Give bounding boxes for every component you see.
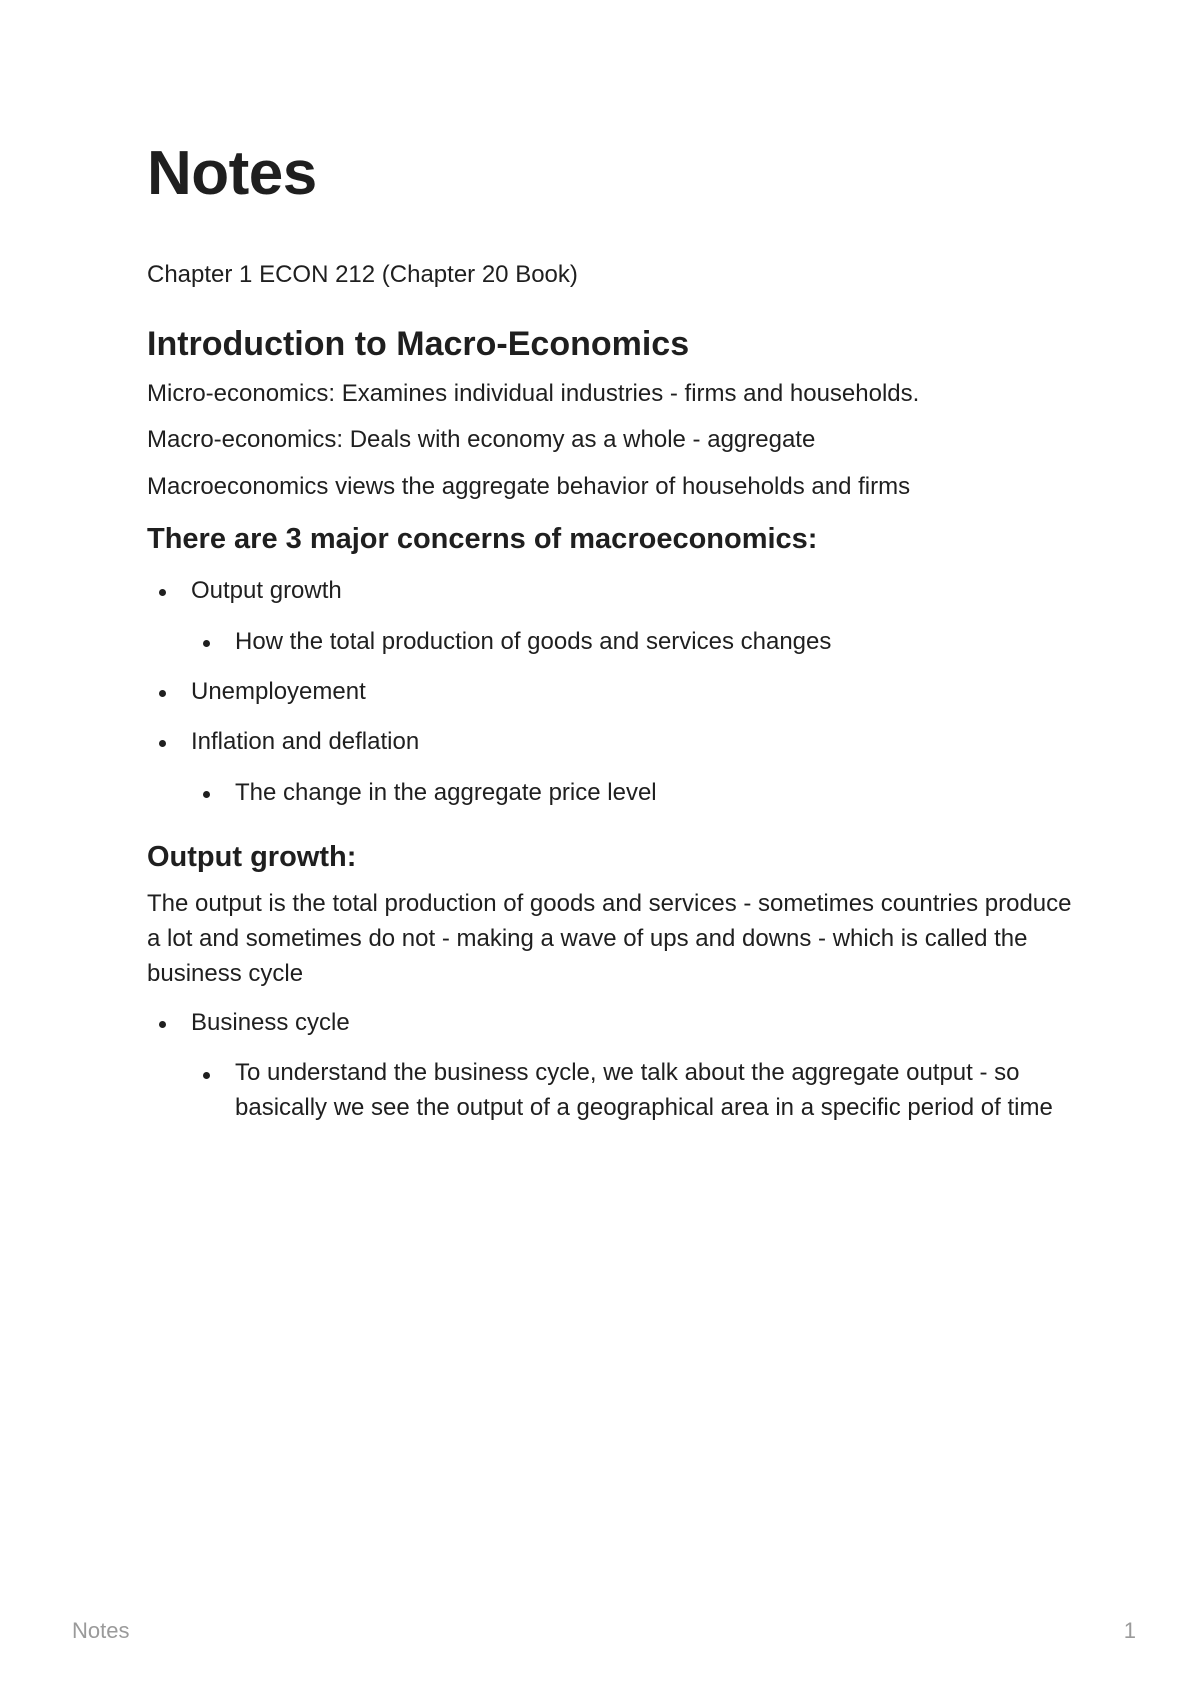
paragraph-output: The output is the total production of goods and services - sometimes countries produce a lot and sometimes do not - making a wave of ups and downs - which is called the business cycle bbox=[147, 890, 1072, 987]
section-heading-intro: Introduction to Macro-Economics bbox=[147, 324, 690, 363]
sub-list bbox=[191, 1056, 1087, 1126]
sub-list-item-text: The change in the aggregate price level bbox=[235, 778, 657, 806]
list-item-text: Output growth bbox=[191, 577, 342, 605]
paragraph-aggregate: Macroeconomics views the aggregate behavior of households and firms bbox=[147, 472, 911, 500]
list-item bbox=[147, 724, 1087, 811]
sub-list bbox=[191, 624, 1087, 660]
section-heading-output-growth: Output growth: bbox=[147, 841, 357, 874]
page-title: Notes bbox=[147, 139, 317, 208]
concerns-list bbox=[147, 573, 1087, 811]
page-subtitle: Chapter 1 ECON 212 (Chapter 20 Book) bbox=[147, 261, 578, 289]
list-item-text: Unemployement bbox=[191, 678, 366, 705]
footer-label: Notes bbox=[72, 1618, 130, 1643]
list-item-text: Inflation and deflation bbox=[191, 728, 420, 756]
sub-list bbox=[191, 775, 1087, 811]
paragraph-micro: Micro-economics: Examines individual industries - firms and households. bbox=[147, 379, 920, 407]
list-item bbox=[147, 674, 1087, 710]
sub-list-item-text: How the total production of goods and services changes bbox=[235, 627, 832, 655]
list-item-text: Business cycle bbox=[191, 1009, 350, 1037]
footer-page-number: 1 bbox=[1123, 1618, 1136, 1643]
paragraph-macro: Macro-economics: Deals with economy as a whole - aggregate bbox=[147, 426, 816, 454]
section-heading-concerns: There are 3 major concerns of macroeconomics: bbox=[147, 523, 818, 556]
sub-list-item bbox=[191, 775, 1087, 811]
document-page bbox=[147, 140, 1087, 1126]
sub-list-item bbox=[191, 1056, 1087, 1126]
business-cycle-list bbox=[147, 1005, 1087, 1125]
list-item bbox=[147, 1005, 1087, 1125]
sub-list-item-text: To understand the business cycle, we talk about the aggregate output - so basically we see the output of a geographical area in a specific period of time bbox=[235, 1058, 1053, 1121]
sub-list-item bbox=[191, 624, 1087, 660]
list-item bbox=[147, 573, 1087, 660]
